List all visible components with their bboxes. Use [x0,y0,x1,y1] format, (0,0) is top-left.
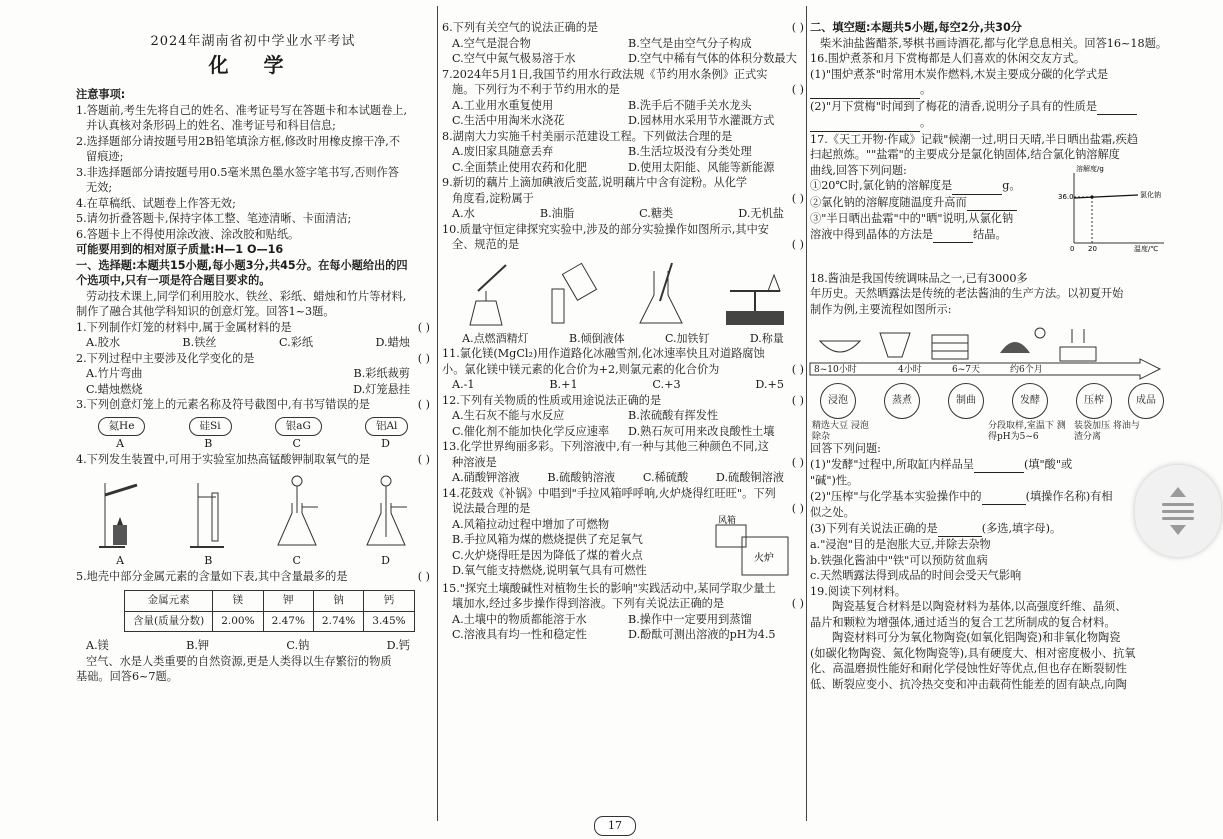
passage-text: 基础。回答6~7题。 [76,670,178,683]
question-18-1: (1)"发酵"过程中,所取缸内样品呈 (填"酸"或 [810,457,1172,474]
question-1: 1.下列制作灯笼的材料中,属于金属材料的是 ( ) [76,320,430,334]
column-right [810,20,1172,817]
y-tick-label: 36.0 [1058,192,1074,201]
timeline-arrow [810,359,1172,381]
question-12-options: A.生石灰不能与水反应 B.浓硫酸有挥发性 C.催化剂不能加快化学反应速率 D.熟石灰可用来改良酸性土壤 [452,409,775,438]
option: b.铁强化酱油中"铁"可以预防贫血病 [810,553,988,567]
step-press: 压榨 [1076,383,1112,419]
question-7-options: A.工业用水重复使用 B.洗手后不随手关水龙头 C.生活中用淘米水浇花 D.园林用水采用节水灌溉方式 [452,98,775,127]
x-tick-label: 0 [1070,244,1075,253]
question-2: 2.下列过程中主要涉及化学变化的是 ( ) [76,351,430,365]
section-heading: 二、填空题:本题共5小题,每空2分,共30分 [810,21,1022,34]
question-17-1: ①20℃时,氯化钠的溶解度是 g。 [810,178,1172,195]
question-13-options: A.硝酸钾溶液 B.硫酸钠溶液 C.稀硫酸 D.硫酸铜溶液 [452,471,784,484]
question-6: 6.下列有关空气的说法正确的是 ( ) [442,21,804,34]
question-17: 17.《天工开物·作咸》记载"候潮一过,明日天晴,半日晒出盐霜,疾趋 [810,132,1139,146]
question-12: 12.下列有关物质的性质或用途说法正确的是 ( ) [442,393,804,407]
apparatus-figure [76,471,430,549]
question-16-1: (1)"围炉煮茶"时常用木炭作燃料,木炭主要成分碳的化学式是 [810,67,1109,81]
step-soak: 浸泡 [820,383,856,419]
question-15: 15."探究土壤酸碱性对植物生长的影响"实践活动中,某同学取少量土 [442,581,776,595]
question-13: 13.化学世界绚丽多彩。下列溶液中,有一种与其他三种颜色不同,这 [442,440,769,453]
answer-blank: 。 [810,115,1172,132]
y-axis-label: 溶解度/g [1076,164,1104,173]
material-text: (如碳化物陶瓷、氮化物陶瓷等),具有硬度大、相对密度极小、抗氧 [810,646,1136,660]
question-17-3: ③"半日晒出盐霜"中的"晒"说明,从氯化钠 [810,212,1014,225]
element-label: 银aG [275,417,322,437]
notice-line: 6.答题卡上不得使用涂改液、涂改胶和贴纸。 [76,227,300,241]
material-text: 陶瓷基复合材料是以陶瓷材料为基体,以高强度纤维、晶须、 [832,600,1127,613]
step-ferment: 发酵 [1012,383,1048,419]
question-15: 壤加水,经过多步操作得到溶液。下列有关说法正确的是 ( ) [452,597,804,610]
question-16: 16.围炉煮茶和月下赏梅都是人们喜欢的休闲交友方式。 [810,52,1086,65]
material-text: 化、高温磨损性能好和耐化学侵蚀性好等优点,但也存在断裂韧性 [810,662,1127,675]
option-letters: A B C D [116,437,390,450]
soy-sauce-flowchart [810,323,1172,441]
step-note: 装袋加压 将油与渣分离 [1074,421,1140,442]
question-18-1: "碱")性。 [810,474,859,487]
question-6-options: A.空气是混合物 B.空气是由空气分子构成 C.空气中氮气极易溶于水 D.空气中稀有气体的体积分数最大 [452,36,797,65]
option: B.手拉风箱为煤的燃烧提供了充足氧气 [452,533,643,546]
question-9-options: A.水 B.油脂 C.糖类 D.无机盐 [452,207,784,220]
element-label: 硅Si [189,417,232,437]
question-18: 年历史。天然晒露法是传统的老法酱油的生产方法。以初夏开始 [810,287,1124,300]
passage-text: 制作了融合其他学科知识的创意灯笼。回答1~3题。 [76,305,335,318]
page-number: 17 [594,816,636,836]
element-labels [76,417,430,437]
column-divider [437,6,438,821]
time-label: 6~7天 [952,365,980,375]
atomic-mass-note: 可能要用到的相对原子质量:H—1 O—16 [76,243,284,256]
notice-line: 1.答题前,考生先将自己的姓名、准考证号写在答题卡和本试题卷上, [76,103,408,117]
question-7: 施。下列行为不利于节约用水的是 ( ) [452,83,804,96]
material-text: 陶瓷材料可分为氧化物陶瓷(如氧化铝陶瓷)和非氧化物陶瓷 [832,631,1121,644]
option: D.氧气能支持燃烧,说明氧气具有可燃性 [452,564,647,577]
alcohol-lamp-icon [456,261,516,327]
question-18: 制作为例,主要流程如图所示: [810,302,952,316]
answer-blank: 。 [810,82,1172,99]
question-11-options: A.-1 B.+1 C.+3 D.+5 [452,378,784,391]
metal-content-table [124,590,415,632]
balance-icon [720,261,790,327]
question-4: 4.下列发生装置中,可用于实验室加热高锰酸钾制取氧气的是 ( ) [76,452,430,466]
apparatus-a-icon [95,473,145,549]
question-2-options: A.竹片弯曲 B.彩纸裁剪 [86,367,410,380]
svg-text:风箱: 风箱 [718,515,737,526]
series-label: 氯化钠 [1140,190,1161,199]
step-koji: 制曲 [948,383,984,419]
option: c.天然晒露法得到成品的时间会受天气影响 [810,569,1022,582]
option-letters: A B C D [116,554,390,567]
time-label: 约6个月 [1010,365,1043,375]
question-3: 3.下列创意灯笼上的元素名称及符号截图中,有书写错误的是 ( ) [76,398,430,411]
question-5-options: A.镁 B.钾 C.钠 D.钙 [86,639,410,652]
question-14: 14.花鼓戏《补锅》中唱到"手拉风箱呼呼响,火炉烧得红旺旺"。下列 [442,486,776,500]
question-18-ask: 回答下列问题: [810,442,881,455]
question-10-options: A.点燃酒精灯 B.倾倒液体 C.加铁钉 D.称量 [462,331,784,345]
element-label: 氦He [98,417,146,437]
scroll-handle[interactable] [1135,465,1221,557]
question-8: 8.湖南大力实施千村美丽示范建设工程。下列做法合理的是 [442,129,733,143]
element-label: 铝Al [365,417,408,437]
question-16-2: (2)"月下赏梅"时闻到了梅花的清香,说明分子具有的性质是 [810,99,1172,116]
question-14-block [442,517,804,581]
scroll-handle-icon [1158,483,1198,539]
question-1-options: A.胶水 B.铁丝 C.彩纸 D.蜡烛 [86,336,410,349]
question-7: 7.2024年5月1日,我国节约用水行政法规《节约用水条例》正式实 [442,67,768,81]
notice-line: 4.在草稿纸、试题卷上作答无效; [76,196,236,210]
question-10: 全、规范的是 ( ) [452,238,804,251]
time-label: 4小时 [898,365,922,375]
question-15-options: A.土壤中的物质都能溶于水 B.操作中一定要用到蒸馏 C.溶液具有均一性和稳定性 D.酚酞可测出溶液的pH为4.5 [452,612,776,641]
data-point [1090,195,1093,198]
question-17-2: ②氯化钠的溶解度随温度升高而 [810,195,1172,212]
question-18-2: 似之处。 [810,506,855,519]
option: a."浸泡"目的是泡胀大豆,并除去杂物 [810,538,991,551]
question-8-options: A.废旧家具随意丢弃 B.生活垃圾没有分类处理 C.全面禁止使用农药和化肥 D.使用太阳能、风能等新能源 [452,145,775,174]
column-middle [442,20,804,817]
material-text: 晶片和颗粒为增强体,通过适当的复合工艺所制成的复合材料。 [810,615,1116,629]
question-17-block [810,163,1172,271]
table-row: 含量(质量分数) 2.00% 2.47% 2.74% 3.45% [125,611,415,632]
question-11: 11.氯化镁(MgCl₂)用作道路化冰融雪剂,化冰速率快且对道路腐蚀 [442,347,765,360]
question-11: 小。氯化镁中镁元素的化合价为+2,则氯元素的化合价为 ( ) [442,362,804,376]
x-tick-label: 20 [1088,244,1097,253]
notice-line: 并认真核对条形码上的姓名、准考证号和科目信息; [86,119,336,132]
option: A.风箱拉动过程中增加了可燃物 [452,517,610,531]
step-steam: 蒸煮 [884,383,920,419]
material-text: 低、断裂应变小、抗冷热交变和冲击载荷性能差的固有缺点,向陶 [810,677,1127,691]
question-2-options: C.蜡烛燃烧 D.灯笼悬挂 [86,382,410,396]
section-heading: 个选项中,只有一项是符合题目要求的。 [76,274,271,287]
question-5: 5.地壳中部分金属元素的含量如下表,其中含量最多的是 ( ) [76,569,430,583]
solubility-chart [1060,163,1170,253]
notice-line: 无效; [86,181,113,194]
step-note: 分段取样,室温下 测得pH为5~6 [988,421,1066,442]
passage-text: 柴米油盐酱醋茶,琴棋书画诗酒花,都与化学息息相关。回答16~18题。 [820,36,1168,50]
apparatus-d-icon [361,473,411,549]
apparatus-b-icon [184,473,234,549]
notice-heading: 注意事项: [76,88,126,101]
table-row: 金属元素 镁 钾 钠 钙 [125,591,415,612]
question-17: 曲线,回答下列问题: [810,163,907,177]
x-axis-label: 温度/℃ [1134,244,1159,253]
question-9: 9.新切的藕片上滴加碘液后变蓝,说明藕片中含有淀粉。从化学 [442,176,748,189]
question-17-3: 溶液中得到晶体的方法是 结晶。 [810,227,1172,244]
notice-line: 3.非选择题部分请按题号用0.5毫米黑色墨水签字笔书写,否则作答 [76,165,399,179]
apparatus-c-icon [272,473,322,549]
passage-text: 劳动技术课上,同学们利用胶水、铁丝、彩纸、蜡烛和竹片等材料, [86,289,407,303]
section-heading: 一、选择题:本题共15小题,每小题3分,共45分。在每小题给出的四 [76,258,408,272]
subject-title: 化 学 [208,52,298,77]
column-left [76,20,430,817]
question-19: 19.阅读下列材料。 [810,584,907,598]
lab-operations-figure [442,257,804,327]
exam-title: 2024年湖南省初中学业水平考试 [150,34,356,49]
add-nail-icon [632,261,692,327]
svg-text:火炉: 火炉 [754,552,774,564]
step-note: 精选大豆 浸泡除杂 [812,421,869,442]
question-10: 10.质量守恒定律探究实验中,涉及的部分实验操作如图所示,其中安 [442,222,769,236]
column-divider [806,6,807,821]
pour-liquid-icon [544,261,604,327]
question-17: 扫起煎炼。""盐霜"的主要成分是氯化钠固体,结合氯化钠溶解度 [810,148,1120,161]
bellows-furnace-icon [712,517,796,579]
time-label: 8~10小时 [814,365,857,375]
question-9: 角度看,淀粉属于 ( ) [452,191,804,205]
question-14: 说法最合理的是 ( ) [452,502,804,515]
notice-line: 留痕迹; [86,150,124,163]
question-18-2: (2)"压榨"与化学基本实验操作中的 (填操作名称)有相 [810,489,1172,506]
passage-text: 空气、水是人类重要的自然资源,更是人类得以生存繁衍的物质 [86,654,392,668]
option: C.火炉烧得旺是因为降低了煤的着火点 [452,548,643,562]
notice-line: 2.选择题部分请按题号用2B铅笔填涂方框,修改时用橡皮擦干净,不 [76,134,401,148]
question-13: 种溶液是 ( ) [452,455,804,469]
notice-line: 5.请勿折叠答题卡,保持字体工整、笔迹清晰、卡面清洁; [76,212,352,225]
question-18: 18.酱油是我国传统调味品之一,已有3000多 [810,271,1028,285]
question-18-3: (3)下列有关说法正确的是 (多选,填字母)。 [810,521,1172,538]
step-product: 成品 [1128,383,1164,419]
